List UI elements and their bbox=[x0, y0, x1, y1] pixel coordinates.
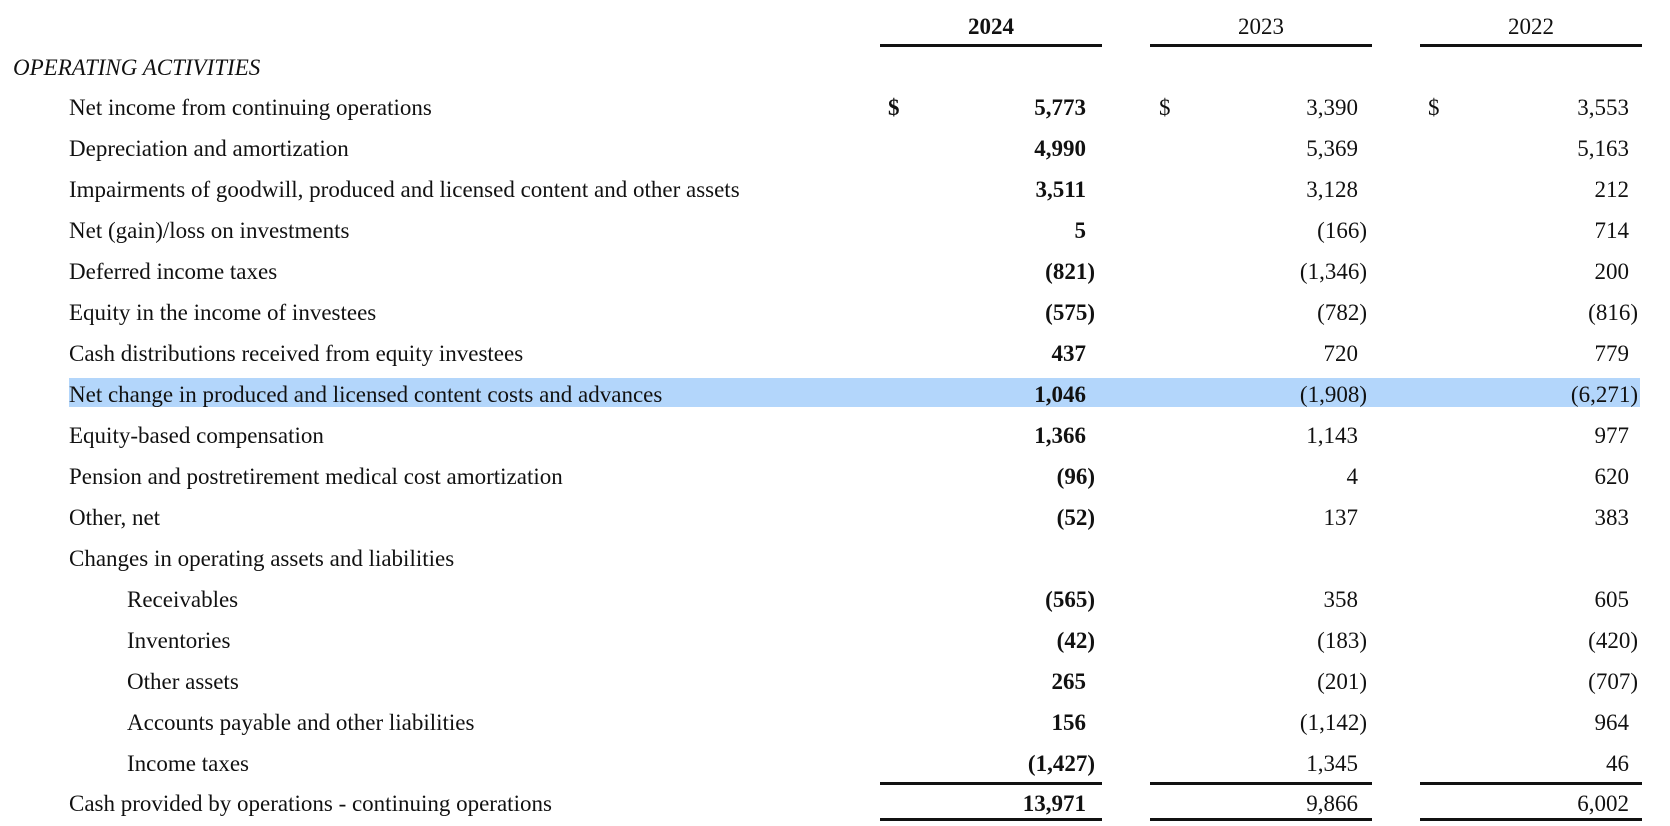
row-label: Cash distributions received from equity investees bbox=[69, 341, 524, 366]
value-2024: 3,511 bbox=[1035, 177, 1086, 202]
table-row bbox=[0, 171, 1670, 212]
value-2023: 3,390 bbox=[1306, 95, 1358, 120]
value-2024: (821) bbox=[1045, 259, 1095, 284]
table-row bbox=[0, 704, 1670, 745]
value-2022: 964 bbox=[1594, 710, 1629, 735]
table-row bbox=[0, 581, 1670, 622]
value-2024: (42) bbox=[1056, 628, 1095, 653]
row-label: Other, net bbox=[69, 505, 161, 530]
currency-symbol: $ bbox=[1159, 95, 1171, 120]
column-header-2023: 2023 bbox=[1150, 10, 1372, 47]
row-label: Net income from continuing operations bbox=[69, 95, 432, 120]
table-row bbox=[0, 417, 1670, 458]
value-2024: (96) bbox=[1056, 464, 1095, 489]
value-2022: (707) bbox=[1588, 669, 1638, 694]
value-2023: (166) bbox=[1317, 218, 1367, 243]
value-2022: 212 bbox=[1594, 177, 1629, 202]
value-2022: 6,002 bbox=[1577, 791, 1629, 816]
value-2024: (575) bbox=[1045, 300, 1095, 325]
value-2022: (816) bbox=[1588, 300, 1638, 325]
value-2023: (183) bbox=[1317, 628, 1367, 653]
value-2022: 714 bbox=[1594, 218, 1629, 243]
value-2024: 437 bbox=[1051, 341, 1086, 366]
value-2024: (52) bbox=[1056, 505, 1095, 530]
value-2022: 200 bbox=[1594, 259, 1629, 284]
value-2022: 46 bbox=[1606, 751, 1629, 776]
table-row-subheading bbox=[0, 540, 1670, 581]
table-row bbox=[0, 335, 1670, 376]
row-label: Changes in operating assets and liabilities bbox=[69, 546, 455, 571]
column-header-2024: 2024 bbox=[880, 10, 1102, 47]
value-2022: 383 bbox=[1594, 505, 1629, 530]
table-row-highlighted bbox=[0, 376, 1670, 417]
column-header-2022: 2022 bbox=[1420, 10, 1642, 47]
value-2024: 156 bbox=[1051, 710, 1086, 735]
value-2022: (420) bbox=[1588, 628, 1638, 653]
value-2024: 5 bbox=[1074, 218, 1086, 243]
value-2022: 977 bbox=[1594, 423, 1629, 448]
value-2024: 13,971 bbox=[1022, 791, 1086, 816]
table-row bbox=[0, 458, 1670, 499]
section-title: OPERATING ACTIVITIES bbox=[13, 55, 261, 80]
row-label: Depreciation and amortization bbox=[69, 136, 349, 161]
table-row bbox=[0, 253, 1670, 294]
value-2023: (1,142) bbox=[1299, 710, 1367, 735]
table-row bbox=[0, 212, 1670, 253]
value-2022: 779 bbox=[1594, 341, 1629, 366]
total-rule bbox=[880, 818, 1102, 821]
total-rule bbox=[1150, 818, 1372, 821]
row-label: Accounts payable and other liabilities bbox=[127, 710, 475, 735]
row-label: Receivables bbox=[127, 587, 239, 612]
value-2023: 1,143 bbox=[1306, 423, 1358, 448]
row-label: Pension and postretirement medical cost amortization bbox=[69, 464, 563, 489]
value-2024: (1,427) bbox=[1027, 751, 1095, 776]
value-2023: 5,369 bbox=[1306, 136, 1358, 161]
value-2023: 720 bbox=[1323, 341, 1358, 366]
row-label: Cash provided by operations - continuing operations bbox=[69, 791, 552, 816]
row-label: Equity in the income of investees bbox=[69, 300, 377, 325]
value-2023: 3,128 bbox=[1306, 177, 1358, 202]
table-row bbox=[0, 89, 1670, 130]
table-row bbox=[0, 294, 1670, 335]
table-row bbox=[0, 130, 1670, 171]
value-2022: (6,271) bbox=[1570, 382, 1638, 407]
value-2022: 605 bbox=[1594, 587, 1629, 612]
value-2023: 9,866 bbox=[1306, 791, 1358, 816]
currency-symbol: $ bbox=[1428, 95, 1440, 120]
table-row bbox=[0, 745, 1670, 786]
value-2024: 1,046 bbox=[1034, 382, 1086, 407]
value-2024: 4,990 bbox=[1034, 136, 1086, 161]
table-row bbox=[0, 622, 1670, 663]
value-2022: 620 bbox=[1594, 464, 1629, 489]
currency-symbol: $ bbox=[888, 95, 900, 120]
row-label: Net change in produced and licensed content costs and advances bbox=[69, 382, 663, 407]
value-2024: (565) bbox=[1045, 587, 1095, 612]
row-label: Other assets bbox=[127, 669, 239, 694]
row-label: Equity-based compensation bbox=[69, 423, 324, 448]
value-2023: (201) bbox=[1317, 669, 1367, 694]
table-row bbox=[0, 499, 1670, 540]
value-2023: (1,908) bbox=[1299, 382, 1367, 407]
row-label: Net (gain)/loss on investments bbox=[69, 218, 350, 243]
value-2024: 1,366 bbox=[1034, 423, 1086, 448]
row-label: Inventories bbox=[127, 628, 231, 653]
row-label: Impairments of goodwill, produced and licensed content and other assets bbox=[69, 177, 740, 202]
table-row bbox=[0, 663, 1670, 704]
value-2024: 5,773 bbox=[1034, 95, 1086, 120]
row-label: Deferred income taxes bbox=[69, 259, 278, 284]
value-2023: (782) bbox=[1317, 300, 1367, 325]
value-2023: 358 bbox=[1323, 587, 1358, 612]
row-label: Income taxes bbox=[127, 751, 249, 776]
value-2022: 3,553 bbox=[1577, 95, 1629, 120]
value-2023: 137 bbox=[1323, 505, 1358, 530]
value-2023: 1,345 bbox=[1306, 751, 1358, 776]
value-2024: 265 bbox=[1051, 669, 1086, 694]
value-2023: 4 bbox=[1346, 464, 1358, 489]
value-2023: (1,346) bbox=[1299, 259, 1367, 284]
total-rule bbox=[1420, 818, 1642, 821]
value-2022: 5,163 bbox=[1577, 136, 1629, 161]
